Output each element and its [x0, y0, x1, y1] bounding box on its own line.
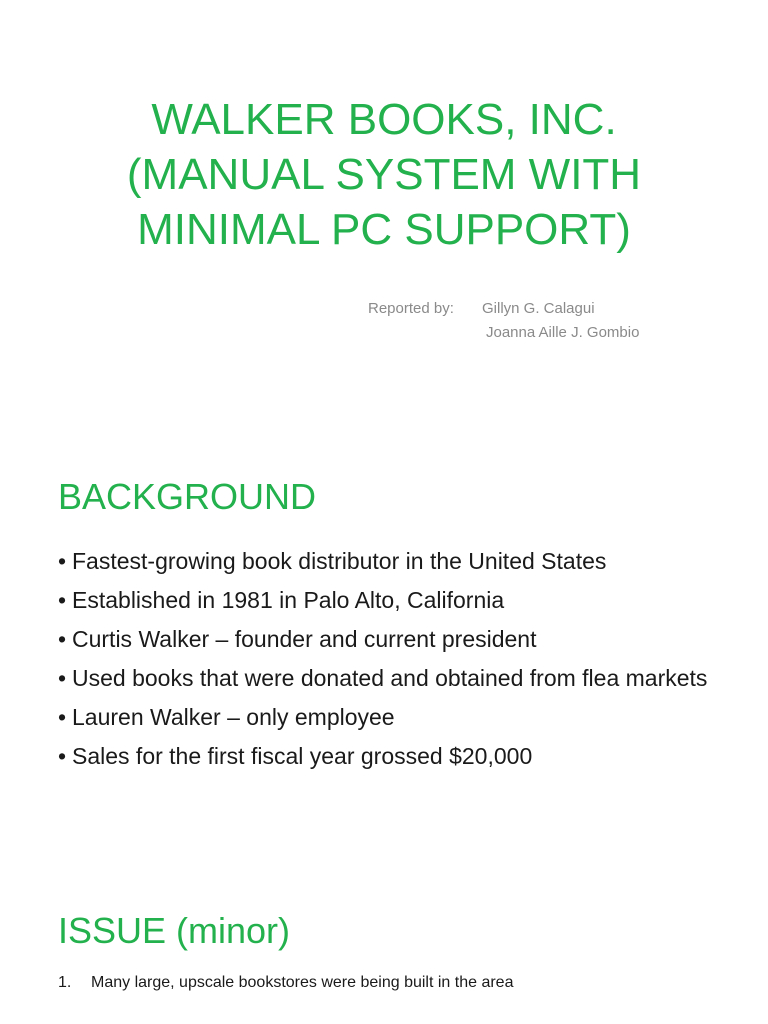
bullet-text: Established in 1981 in Palo Alto, California [72, 587, 505, 613]
bullet-text: Lauren Walker – only employee [72, 704, 395, 730]
title-line-1: WALKER BOOKS, INC. [151, 95, 617, 144]
list-item [58, 585, 738, 615]
issue-heading: ISSUE (minor) [58, 910, 291, 951]
bullet-text: Sales for the first fiscal year grossed $20,000 [72, 743, 533, 769]
reporter-name-2: Joanna Aille J. Gombio [486, 324, 640, 341]
issue-list [58, 972, 513, 994]
title-line-2: (MANUAL SYSTEM WITH [126, 150, 642, 199]
title-slide [0, 0, 768, 440]
reported-by-label: Reported by: [368, 300, 454, 317]
background-bullet-list [58, 546, 738, 780]
item-text: Many large, upscale bookstores were being built in the area [91, 974, 514, 991]
reporter-block [368, 297, 639, 345]
bullet-text: Curtis Walker – founder and current president [72, 626, 537, 652]
background-slide [0, 460, 768, 880]
list-item [58, 624, 738, 654]
bullet-text: Fastest-growing book distributor in the United States [72, 548, 607, 574]
list-item [58, 972, 513, 994]
main-title [0, 92, 768, 257]
issue-slide [0, 900, 768, 1024]
bullet-text: Used books that were donated and obtained from flea markets [72, 665, 708, 691]
bullet-icon: • [58, 704, 67, 730]
bullet-icon: • [58, 626, 67, 652]
item-number: 1. [58, 974, 72, 991]
list-item [58, 741, 738, 771]
bullet-icon: • [58, 548, 67, 574]
list-item [58, 546, 738, 576]
title-line-3: MINIMAL PC SUPPORT) [137, 205, 631, 254]
bullet-icon: • [58, 665, 67, 691]
bullet-icon: • [58, 587, 67, 613]
list-item [58, 663, 738, 693]
list-item [58, 702, 738, 732]
reporter-name-1: Gillyn G. Calagui [482, 300, 595, 317]
background-heading: BACKGROUND [58, 476, 317, 517]
bullet-icon: • [58, 743, 67, 769]
